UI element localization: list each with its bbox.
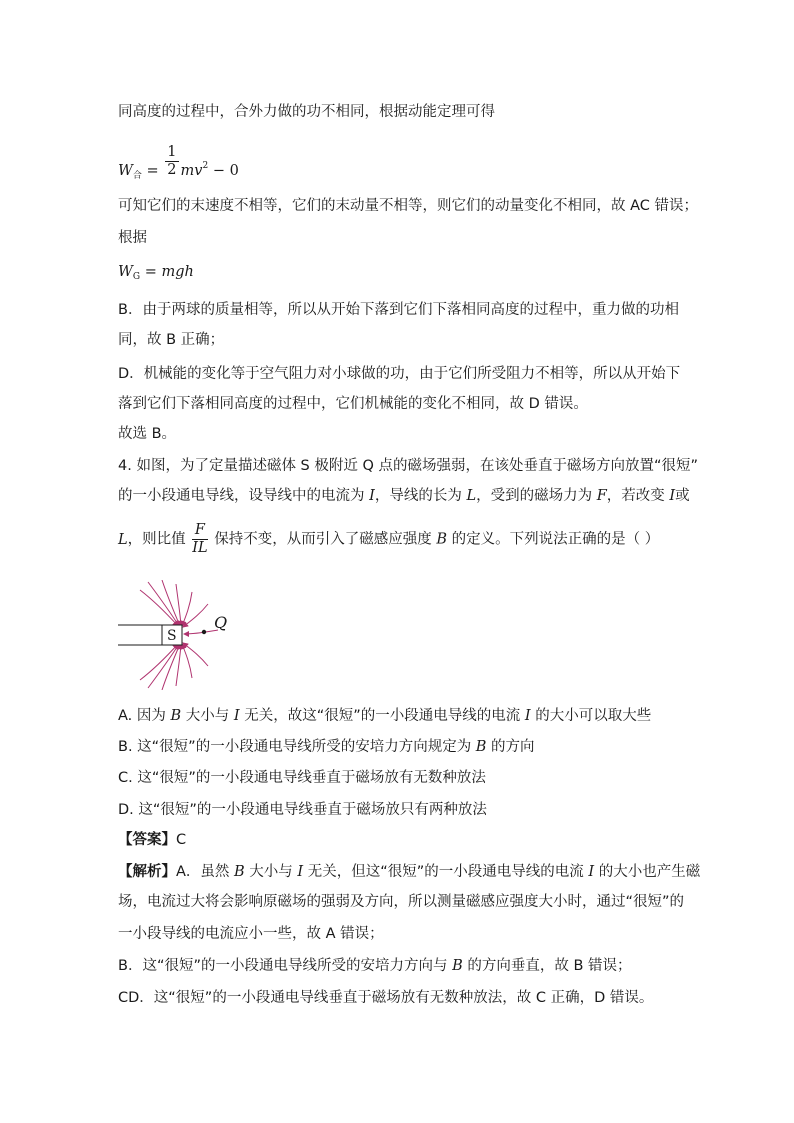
analysis-line: 一小段导线的电流应小一些，故 A 错误； — [118, 926, 384, 942]
south-pole-label: S — [167, 628, 177, 644]
bar-magnet — [118, 625, 182, 645]
answer-value: C — [176, 832, 187, 848]
magnet-field-figure — [118, 580, 248, 690]
text-line: 故选 B。 — [118, 426, 177, 442]
option-d: D. 这“很短”的一小段通电导线垂直于磁场放只有两种放法 — [118, 802, 487, 818]
option-c: C. 这“很短”的一小段通电导线垂直于磁场放有无数种放法 — [118, 770, 486, 786]
equation-work-total: $W_合$ = $\frac{1}{2}$ $mv^2 - 0$ — [118, 144, 239, 181]
question-4-stem: 的一小段通电导线，设导线中的电流为 I，导线的长为 L，受到的磁场力为 F，若改变 I或 — [118, 488, 690, 504]
point-q-dot — [202, 630, 206, 634]
text-line: 同高度的过程中，合外力做的功不相同，根据动能定理可得 — [118, 104, 495, 120]
analysis-line: B．这“很短”的一小段通电导线所受的安培力方向与 B 的方向垂直，故 B 错误； — [118, 958, 632, 974]
analysis-label: 【解析】 — [118, 864, 176, 880]
option-a: A. 因为 B 大小与 I 无关，故这“很短”的一小段通电导线的电流 I 的大小可以取大些 — [118, 708, 652, 724]
equation-work-gravity: $W_G$ = mgh — [118, 264, 194, 282]
analysis-line: CD．这“很短”的一小段通电导线垂直于磁场放有无数种放法，故 C 正确，D 错误。 — [118, 990, 654, 1006]
analysis-line: 场，电流过大将会影响原磁场的强弱及方向，所以测量磁感应强度大小时，通过“很短”的 — [118, 894, 685, 910]
text-line: D．机械能的变化等于空气阻力对小球做的功，由于它们所受阻力不相等，所以从开始下 — [118, 366, 681, 382]
answer-label: 【答案】 — [118, 832, 176, 848]
text-line: 同，故 B 正确； — [118, 332, 225, 348]
answer-line — [118, 830, 186, 850]
text-line: B．由于两球的质量相等，所以从开始下落到它们下落相同高度的过程中，重力做的功相 — [118, 302, 679, 318]
text-line: 可知它们的末速度不相等，它们的末动量不相等，则它们的动量变化不相同，故 AC 错误； — [118, 198, 699, 214]
point-q-label: Q — [214, 613, 228, 632]
analysis-line: 【解析】A．虽然 B 大小与 I 无关，但这“很短”的一小段通电导线的电流 I 的大小也产生磁 — [118, 864, 701, 880]
text-line: 根据 — [118, 230, 147, 246]
question-4-stem: L，则比值 $\frac{F}{IL}$ 保持不变，从而引入了磁感应强度 B 的定义。下列说法正确的是（ ） — [118, 522, 660, 556]
text-line: 落到它们下落相同高度的过程中，它们机械能的变化不相同，故 D 错误。 — [118, 396, 588, 412]
question-4-stem: 4. 如图，为了定量描述磁体 S 极附近 Q 点的磁场强弱，在该处垂直于磁场方向放置“很短” — [118, 458, 699, 474]
option-b: B. 这“很短”的一小段通电导线所受的安培力方向规定为 B 的方向 — [118, 739, 535, 755]
